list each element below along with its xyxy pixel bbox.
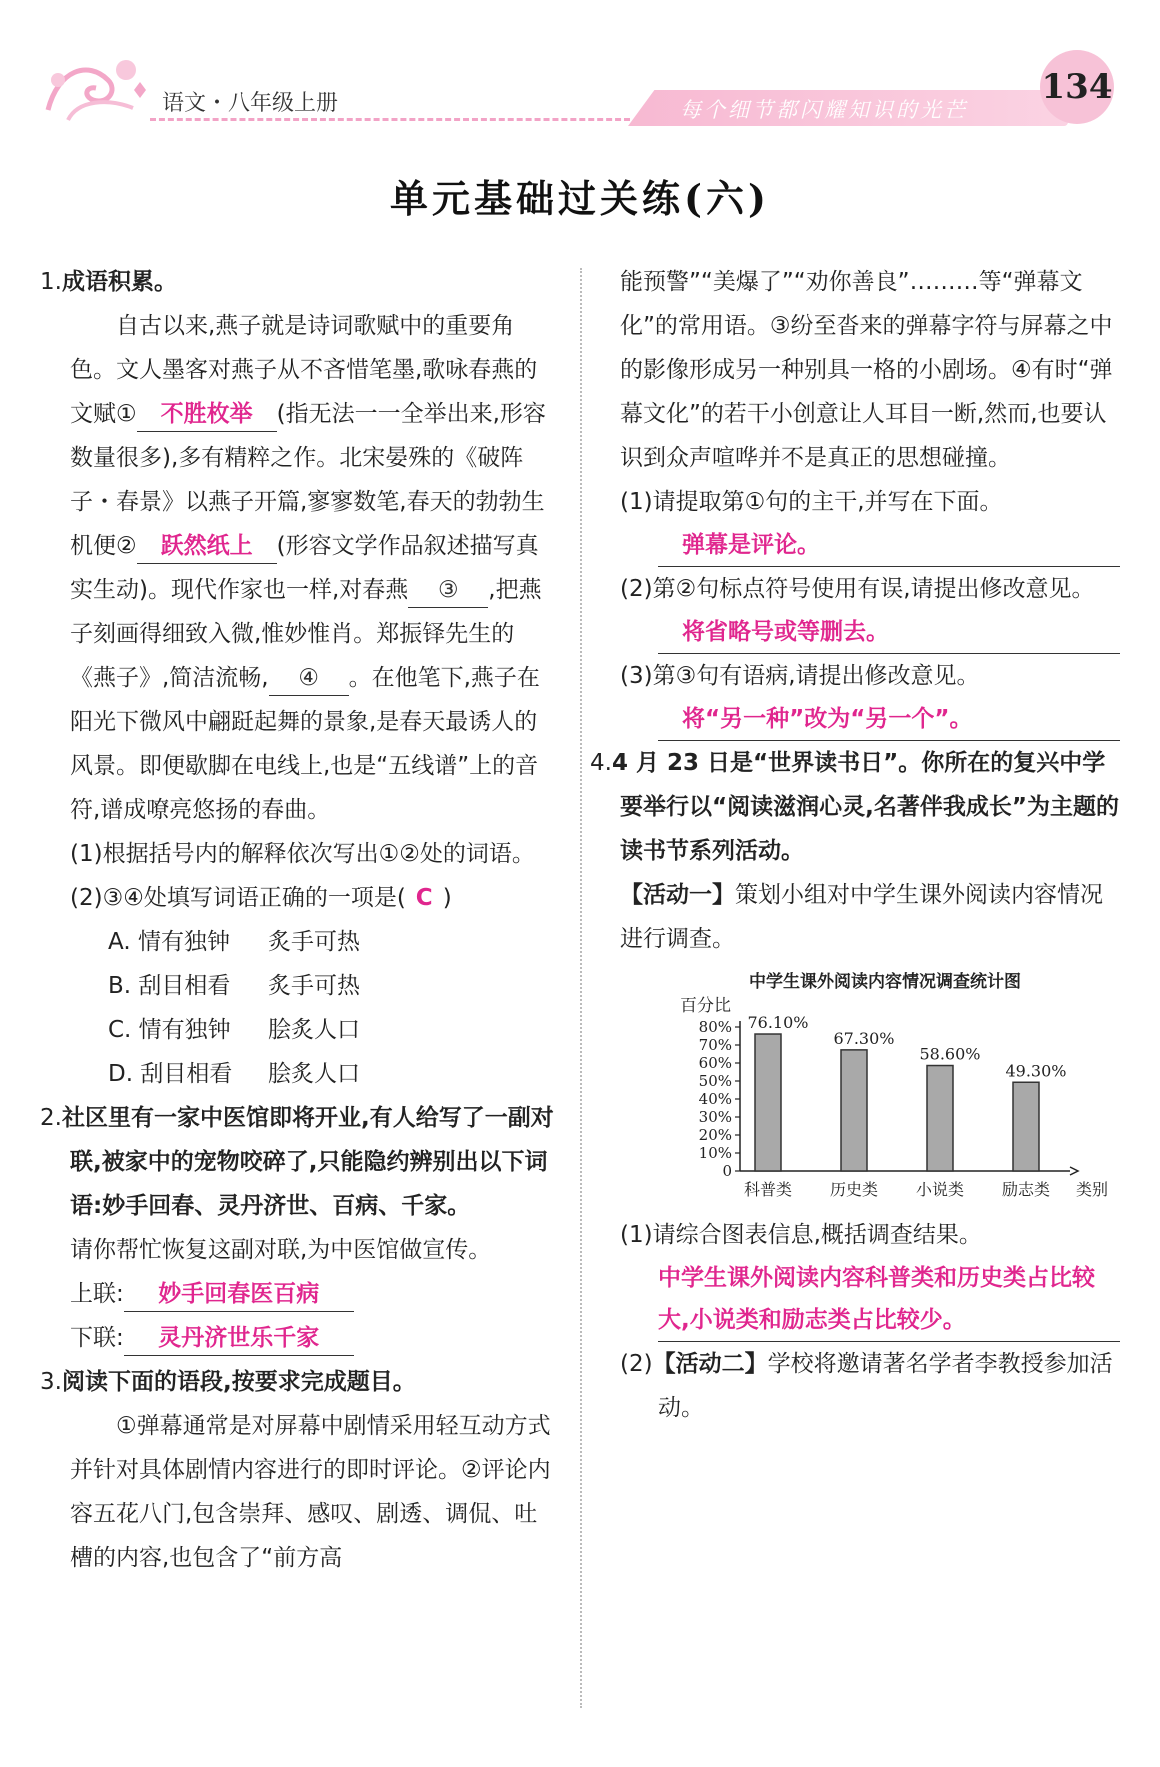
q3-passage-right: 能预警”“美爆了”“劝你善良”………等“弹幕文化”的常用语。③纷至沓来的弹幕字符与屏幕之中的影像形成另一种别具一格的小剧场。④有时“弹幕文化”的若干小创意让人耳目一断,然而,也要认识到众声喧哗并不是真正的思想碰撞。 bbox=[620, 269, 1113, 471]
q4-answer-1: 中学生课外阅读内容科普类和历史类占比较大,小说类和励志类占比较少。 bbox=[658, 1257, 1120, 1342]
column-divider bbox=[580, 268, 582, 1708]
header-slogan: 每个细节都闪耀知识的光芒 bbox=[680, 98, 968, 122]
chart-y-axis-label: 百分比 bbox=[680, 996, 731, 1016]
q3-answer-1: 弹幕是评论。 bbox=[658, 524, 1120, 567]
q3-answer-3: 将“另一种”改为“另一个”。 bbox=[658, 698, 1120, 741]
q3-sub3: (3)第③句有语病,请提出修改意见。 bbox=[620, 663, 980, 689]
chart-y-tick-label: 70% bbox=[698, 1036, 732, 1054]
q2-lower-answer: 灵丹济世乐千家 bbox=[124, 1321, 354, 1356]
q1-heading: 1.成语积累。 bbox=[40, 269, 177, 295]
chart-data-label: 49.30% bbox=[1005, 1061, 1067, 1081]
page-header bbox=[0, 0, 1160, 130]
q2-heading: 2.社区里有一家中医馆即将开业,有人给写了一副对联,被家中的宠物咬碎了,只能隐约辨别出以下词语:妙手回春、灵丹济世、百病、千家。 bbox=[40, 1105, 554, 1219]
right-column bbox=[590, 260, 1120, 1430]
q1-sub2: (2)③④处填写词语正确的一项是( C ) bbox=[70, 885, 452, 911]
chart-x-axis-arrow bbox=[1070, 1167, 1078, 1175]
chart-y-tick-label: 30% bbox=[698, 1108, 732, 1126]
header-divider bbox=[150, 118, 630, 121]
chart-y-tick-label: 50% bbox=[698, 1072, 732, 1090]
chart-x-tick-label: 科普类 bbox=[743, 1180, 793, 1199]
left-column bbox=[40, 260, 560, 1580]
q4-activity-1: 【活动一】策划小组对中学生课外阅读内容情况进行调查。 bbox=[620, 882, 1103, 952]
q2-upper-answer: 妙手回春医百病 bbox=[124, 1277, 354, 1312]
chart-x-tick-label: 历史类 bbox=[829, 1180, 879, 1199]
chart-y-tick-label: 80% bbox=[698, 1018, 732, 1036]
q3-answer-2: 将省略号或等删去。 bbox=[658, 611, 1120, 654]
page-number: 134 bbox=[1041, 67, 1113, 107]
q4-heading: 4.4 月 23 日是“世界读书日”。你所在的复兴中学要举行以“阅读滋润心灵,名著伴我成长”为主题的读书节系列活动。 bbox=[590, 750, 1119, 864]
survey-bar-chart bbox=[650, 965, 1120, 1211]
q1-sub2-answer: C bbox=[415, 885, 433, 911]
chart-bar-小说类 bbox=[927, 1066, 953, 1171]
chart-x-tick-label: 励志类 bbox=[1001, 1180, 1051, 1199]
q4-sub2: (2)【活动二】学校将邀请著名学者李教授参加活动。 bbox=[620, 1351, 1113, 1421]
q3-sub1: (1)请提取第①句的主干,并写在下面。 bbox=[620, 489, 1003, 515]
chart-x-axis-label: 类别 bbox=[1075, 1180, 1109, 1199]
q3-passage-left: ①弹幕通常是对屏幕中剧情采用轻互动方式并针对具体剧情内容进行的即时评论。②评论内容五花八门,包含崇拜、感叹、剧透、调侃、吐槽的内容,也包含了“前方高 bbox=[70, 1413, 551, 1571]
q2-upper-couplet: 上联: 妙手回春医百病 bbox=[40, 1272, 560, 1316]
q1-answer-1: 不胜枚举 bbox=[137, 397, 277, 432]
chart-y-tick-label: 20% bbox=[698, 1126, 732, 1144]
q1-passage: 自古以来,燕子就是诗词歌赋中的重要角色。文人墨客对燕子从不吝惜笔墨,歌咏春燕的文赋① 不胜枚举 (指无法一一全举出来,形容数量很多),多有精粹之作。北宋晏殊的《破阵子・春景》以燕子开篇,寥寥数笔,春天的勃勃生机便② 跃然纸上 (形容文学作品叙述描写真实生动)。现代作家也一样,对春燕 ③ ,把燕子刻画得细致入微,惟妙惟肖。郑振铎先生的《燕子》,简洁流畅, ④ 。在他笔下,燕子在阳光下微风中翩跹起舞的景象,是春天最诱人的风景。即便歇脚在电线上,也是“五线谱”上的音符,谱成嘹亮悠扬的春曲。 bbox=[70, 313, 546, 823]
q1-answer-2: 跃然纸上 bbox=[137, 529, 277, 564]
chart-y-tick-label: 40% bbox=[698, 1090, 732, 1108]
chart-title: 中学生课外阅读内容情况调查统计图 bbox=[749, 972, 1021, 992]
subject-label: 语文・八年级上册 bbox=[162, 91, 339, 116]
page-number-badge bbox=[1040, 50, 1114, 124]
chart-bar-历史类 bbox=[841, 1050, 867, 1171]
chart-data-label: 67.30% bbox=[833, 1028, 895, 1048]
chart-x-tick-label: 小说类 bbox=[915, 1180, 965, 1199]
q4-sub1: (1)请综合图表信息,概括调查结果。 bbox=[620, 1222, 982, 1248]
chart-bar-励志类 bbox=[1013, 1082, 1039, 1171]
q1-option-c: C. 情有独钟 脍炙人口 bbox=[108, 1017, 360, 1043]
q3-heading: 3.阅读下面的语段,按要求完成题目。 bbox=[40, 1369, 416, 1395]
q1-sub1: (1)根据括号内的解释依次写出①②处的词语。 bbox=[70, 841, 535, 867]
chart-y-tick-label: 0 bbox=[722, 1162, 732, 1180]
q1-blank-3: ③ bbox=[408, 573, 488, 608]
q1-option-b: B. 刮目相看 炙手可热 bbox=[108, 973, 360, 999]
chart-bar-科普类 bbox=[755, 1034, 781, 1171]
chart-data-label: 76.10% bbox=[747, 1013, 809, 1033]
q3-sub2: (2)第②句标点符号使用有误,请提出修改意见。 bbox=[620, 576, 1095, 602]
floral-ornament-icon bbox=[38, 50, 148, 126]
q2-instruction: 请你帮忙恢复这副对联,为中医馆做宣传。 bbox=[70, 1237, 492, 1263]
chart-y-tick-label: 60% bbox=[698, 1054, 732, 1072]
chart-y-tick-label: 10% bbox=[698, 1144, 732, 1162]
q1-option-d: D. 刮目相看 脍炙人口 bbox=[108, 1061, 360, 1087]
q1-option-a: A. 情有独钟 炙手可热 bbox=[108, 929, 360, 955]
chart-svg bbox=[650, 965, 1120, 1211]
page-title: 单元基础过关练(六) bbox=[390, 176, 770, 221]
q2-lower-couplet: 下联: 灵丹济世乐千家 bbox=[40, 1316, 560, 1360]
chart-data-label: 58.60% bbox=[919, 1044, 981, 1064]
q1-blank-4: ④ bbox=[269, 661, 349, 696]
